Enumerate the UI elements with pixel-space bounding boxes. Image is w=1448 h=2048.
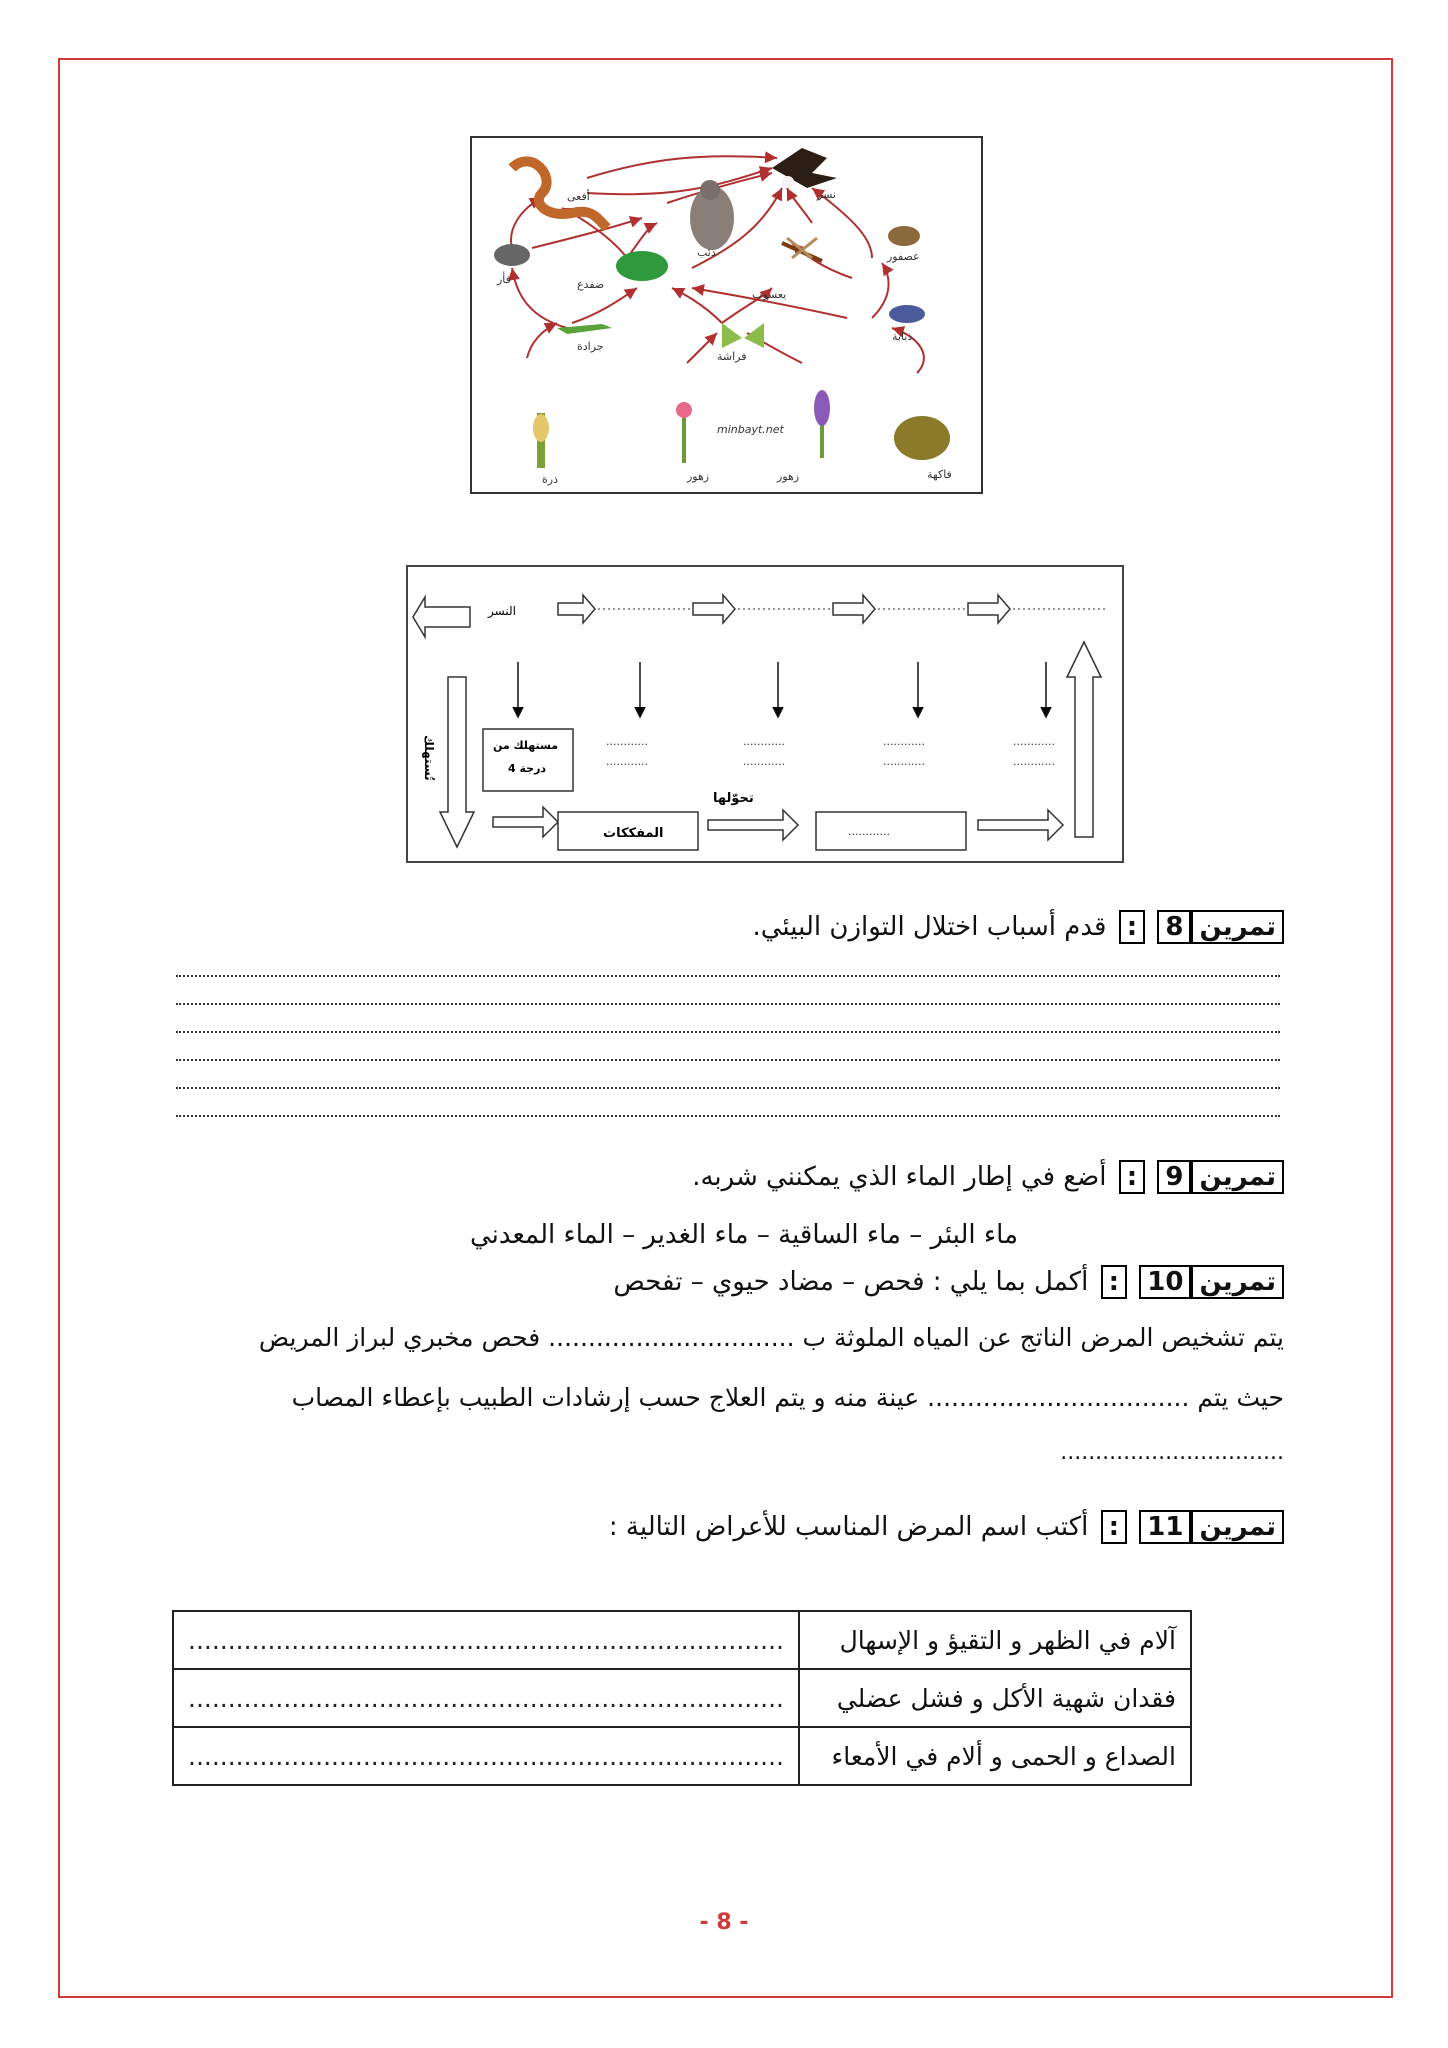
consumer-label-1: مستهلك من xyxy=(493,739,559,752)
exercise-9-number: 9 xyxy=(1157,1160,1191,1194)
exercise-8-text: قدم أسباب اختلال التوازن البيئي. xyxy=(752,912,1107,942)
answer-cell[interactable]: ........................................................................... xyxy=(173,1727,799,1785)
eagle-flow-label: النسر xyxy=(488,604,516,618)
exercise-9-text: أضع في إطار الماء الذي يمكنني شربه. xyxy=(692,1162,1107,1192)
web-label-snake: أفعى xyxy=(567,190,590,203)
answer-line-8-6[interactable] xyxy=(176,1115,1280,1117)
blank-3b: ............ xyxy=(883,755,925,768)
lavender-icon xyxy=(814,390,830,458)
energy-flow-diagram xyxy=(406,565,1124,863)
blank-4b: ............ xyxy=(1013,755,1055,768)
transform-label: تحوّلها xyxy=(713,791,754,806)
web-label-corn: ذرة xyxy=(542,473,558,486)
blank-4a: ............ xyxy=(1013,735,1055,748)
flow-arrow-icon-3 xyxy=(978,810,1063,840)
blank-2b: ............ xyxy=(743,755,785,768)
exercise-10-title: تمرين xyxy=(1191,1265,1284,1299)
butterfly-icon xyxy=(722,323,764,348)
exercise-8-heading xyxy=(752,910,1284,944)
exercise-10-sep: : xyxy=(1101,1265,1127,1299)
exercise-11-text: أكتب اسم المرض المناسب للأعراض التالية : xyxy=(608,1512,1089,1542)
food-web-svg xyxy=(472,138,981,492)
up-big-arrow-icon xyxy=(1067,642,1101,837)
blank-box: ............ xyxy=(848,825,890,838)
corn-icon xyxy=(533,413,549,468)
exercise-10-text: أكمل بما يلي : فحص – مضاد حيوي – تفحص xyxy=(613,1267,1089,1297)
blank-1b: ............ xyxy=(606,755,648,768)
answer-line-8-4[interactable] xyxy=(176,1059,1280,1061)
web-watermark: minbayt.net xyxy=(717,423,784,436)
right-arrow-icon-4 xyxy=(968,595,1010,623)
exercise-10-line1: يتم تشخيص المرض الناتج عن المياه الملوثة ب ............................... فحص مخبري لبراز المريض xyxy=(258,1323,1284,1352)
exercise-9-heading xyxy=(692,1160,1284,1194)
fruit-icon xyxy=(894,416,950,460)
exercise-9-options: ماء البئر – ماء الساقية – ماء الغدير – الماء المعدني xyxy=(469,1220,1018,1250)
web-label-sparrow: عصفور xyxy=(887,250,920,263)
blank-2a: ............ xyxy=(743,735,785,748)
web-label-flowers-1: زهور xyxy=(687,470,710,483)
food-web-figure xyxy=(470,136,983,494)
exercise-11-title: تمرين xyxy=(1191,1510,1284,1544)
exercise-9-sep: : xyxy=(1119,1160,1145,1194)
snake-icon xyxy=(512,161,607,228)
flow-arrow-icon-1 xyxy=(493,807,558,837)
symptom-cell: فقدان شهية الأكل و فشل عضلي xyxy=(799,1669,1191,1727)
web-label-grasshopper: جرادة xyxy=(577,340,604,353)
exercise-11-number: 11 xyxy=(1139,1510,1191,1544)
wolf-icon xyxy=(690,180,734,250)
answer-line-8-1[interactable] xyxy=(176,975,1280,977)
right-arrow-icon-1 xyxy=(558,595,595,623)
exercise-10-heading xyxy=(613,1265,1284,1299)
table-row xyxy=(173,1669,1191,1727)
decomposers-label: المفككات xyxy=(603,826,664,841)
grasshopper-icon xyxy=(557,324,612,334)
blank-1a: ............ xyxy=(606,735,648,748)
answer-line-8-3[interactable] xyxy=(176,1031,1280,1033)
exercise-11-sep: : xyxy=(1101,1510,1127,1544)
frog-icon xyxy=(616,251,668,281)
exercise-10-line3[interactable]: ................................ xyxy=(1060,1440,1284,1465)
dragonfly-icon xyxy=(782,238,822,261)
exercise-9-title: تمرين xyxy=(1191,1160,1284,1194)
web-label-butterfly: فراشة xyxy=(717,350,747,363)
eagle-icon xyxy=(772,148,837,188)
fly-icon xyxy=(889,305,925,323)
exercise-10-line2: حيث يتم ................................. عينة منه و يتم العلاج حسب إرشادات الطبيب بإعطاء المصاب xyxy=(291,1383,1284,1412)
web-label-dragonfly: يعسوب xyxy=(752,288,787,301)
left-arrow-icon xyxy=(413,597,470,637)
right-arrow-icon-2 xyxy=(693,595,735,623)
web-label-fruit: فاكهة xyxy=(927,468,952,481)
symptom-cell: الصداع و الحمى و ألام في الأمعاء xyxy=(799,1727,1191,1785)
exercise-8-sep: : xyxy=(1119,910,1145,944)
table-row xyxy=(173,1727,1191,1785)
mouse-icon xyxy=(494,244,530,266)
symptoms-table xyxy=(172,1610,1192,1786)
answer-cell[interactable]: ........................................................................... xyxy=(173,1669,799,1727)
right-arrow-icon-3 xyxy=(833,595,875,623)
minerals-box xyxy=(816,812,966,850)
answer-cell[interactable]: ........................................................................... xyxy=(173,1611,799,1669)
consumer-label-2: درجة 4 xyxy=(508,762,547,775)
side-label: تُستهلك xyxy=(422,735,436,781)
symptom-cell: آلام في الظهر و التقيؤ و الإسهال xyxy=(799,1611,1191,1669)
exercise-8-title: تمرين xyxy=(1191,910,1284,944)
flower-icon xyxy=(676,402,692,463)
flow-arrow-icon-2 xyxy=(708,810,798,840)
sparrow-icon xyxy=(888,226,920,246)
flow-svg xyxy=(408,567,1122,861)
exercise-11-heading xyxy=(609,1510,1284,1544)
web-label-eagle: نسر xyxy=(817,188,836,201)
answer-line-8-2[interactable] xyxy=(176,1003,1280,1005)
exercise-8-number: 8 xyxy=(1157,910,1191,944)
exercise-10-number: 10 xyxy=(1139,1265,1191,1299)
web-label-flowers-2: زهور xyxy=(777,470,800,483)
web-label-fly: ذبابة xyxy=(892,330,913,343)
web-label-frog: ضفدع xyxy=(577,278,605,291)
answer-line-8-5[interactable] xyxy=(176,1087,1280,1089)
blank-3a: ............ xyxy=(883,735,925,748)
table-row xyxy=(173,1611,1191,1669)
page-number: - 8 - xyxy=(699,1910,749,1935)
down-arrows xyxy=(513,662,1051,717)
web-label-mouse: فأر xyxy=(497,273,511,286)
web-label-wolf: ذئب xyxy=(697,246,716,259)
down-big-arrow-icon xyxy=(440,677,474,847)
